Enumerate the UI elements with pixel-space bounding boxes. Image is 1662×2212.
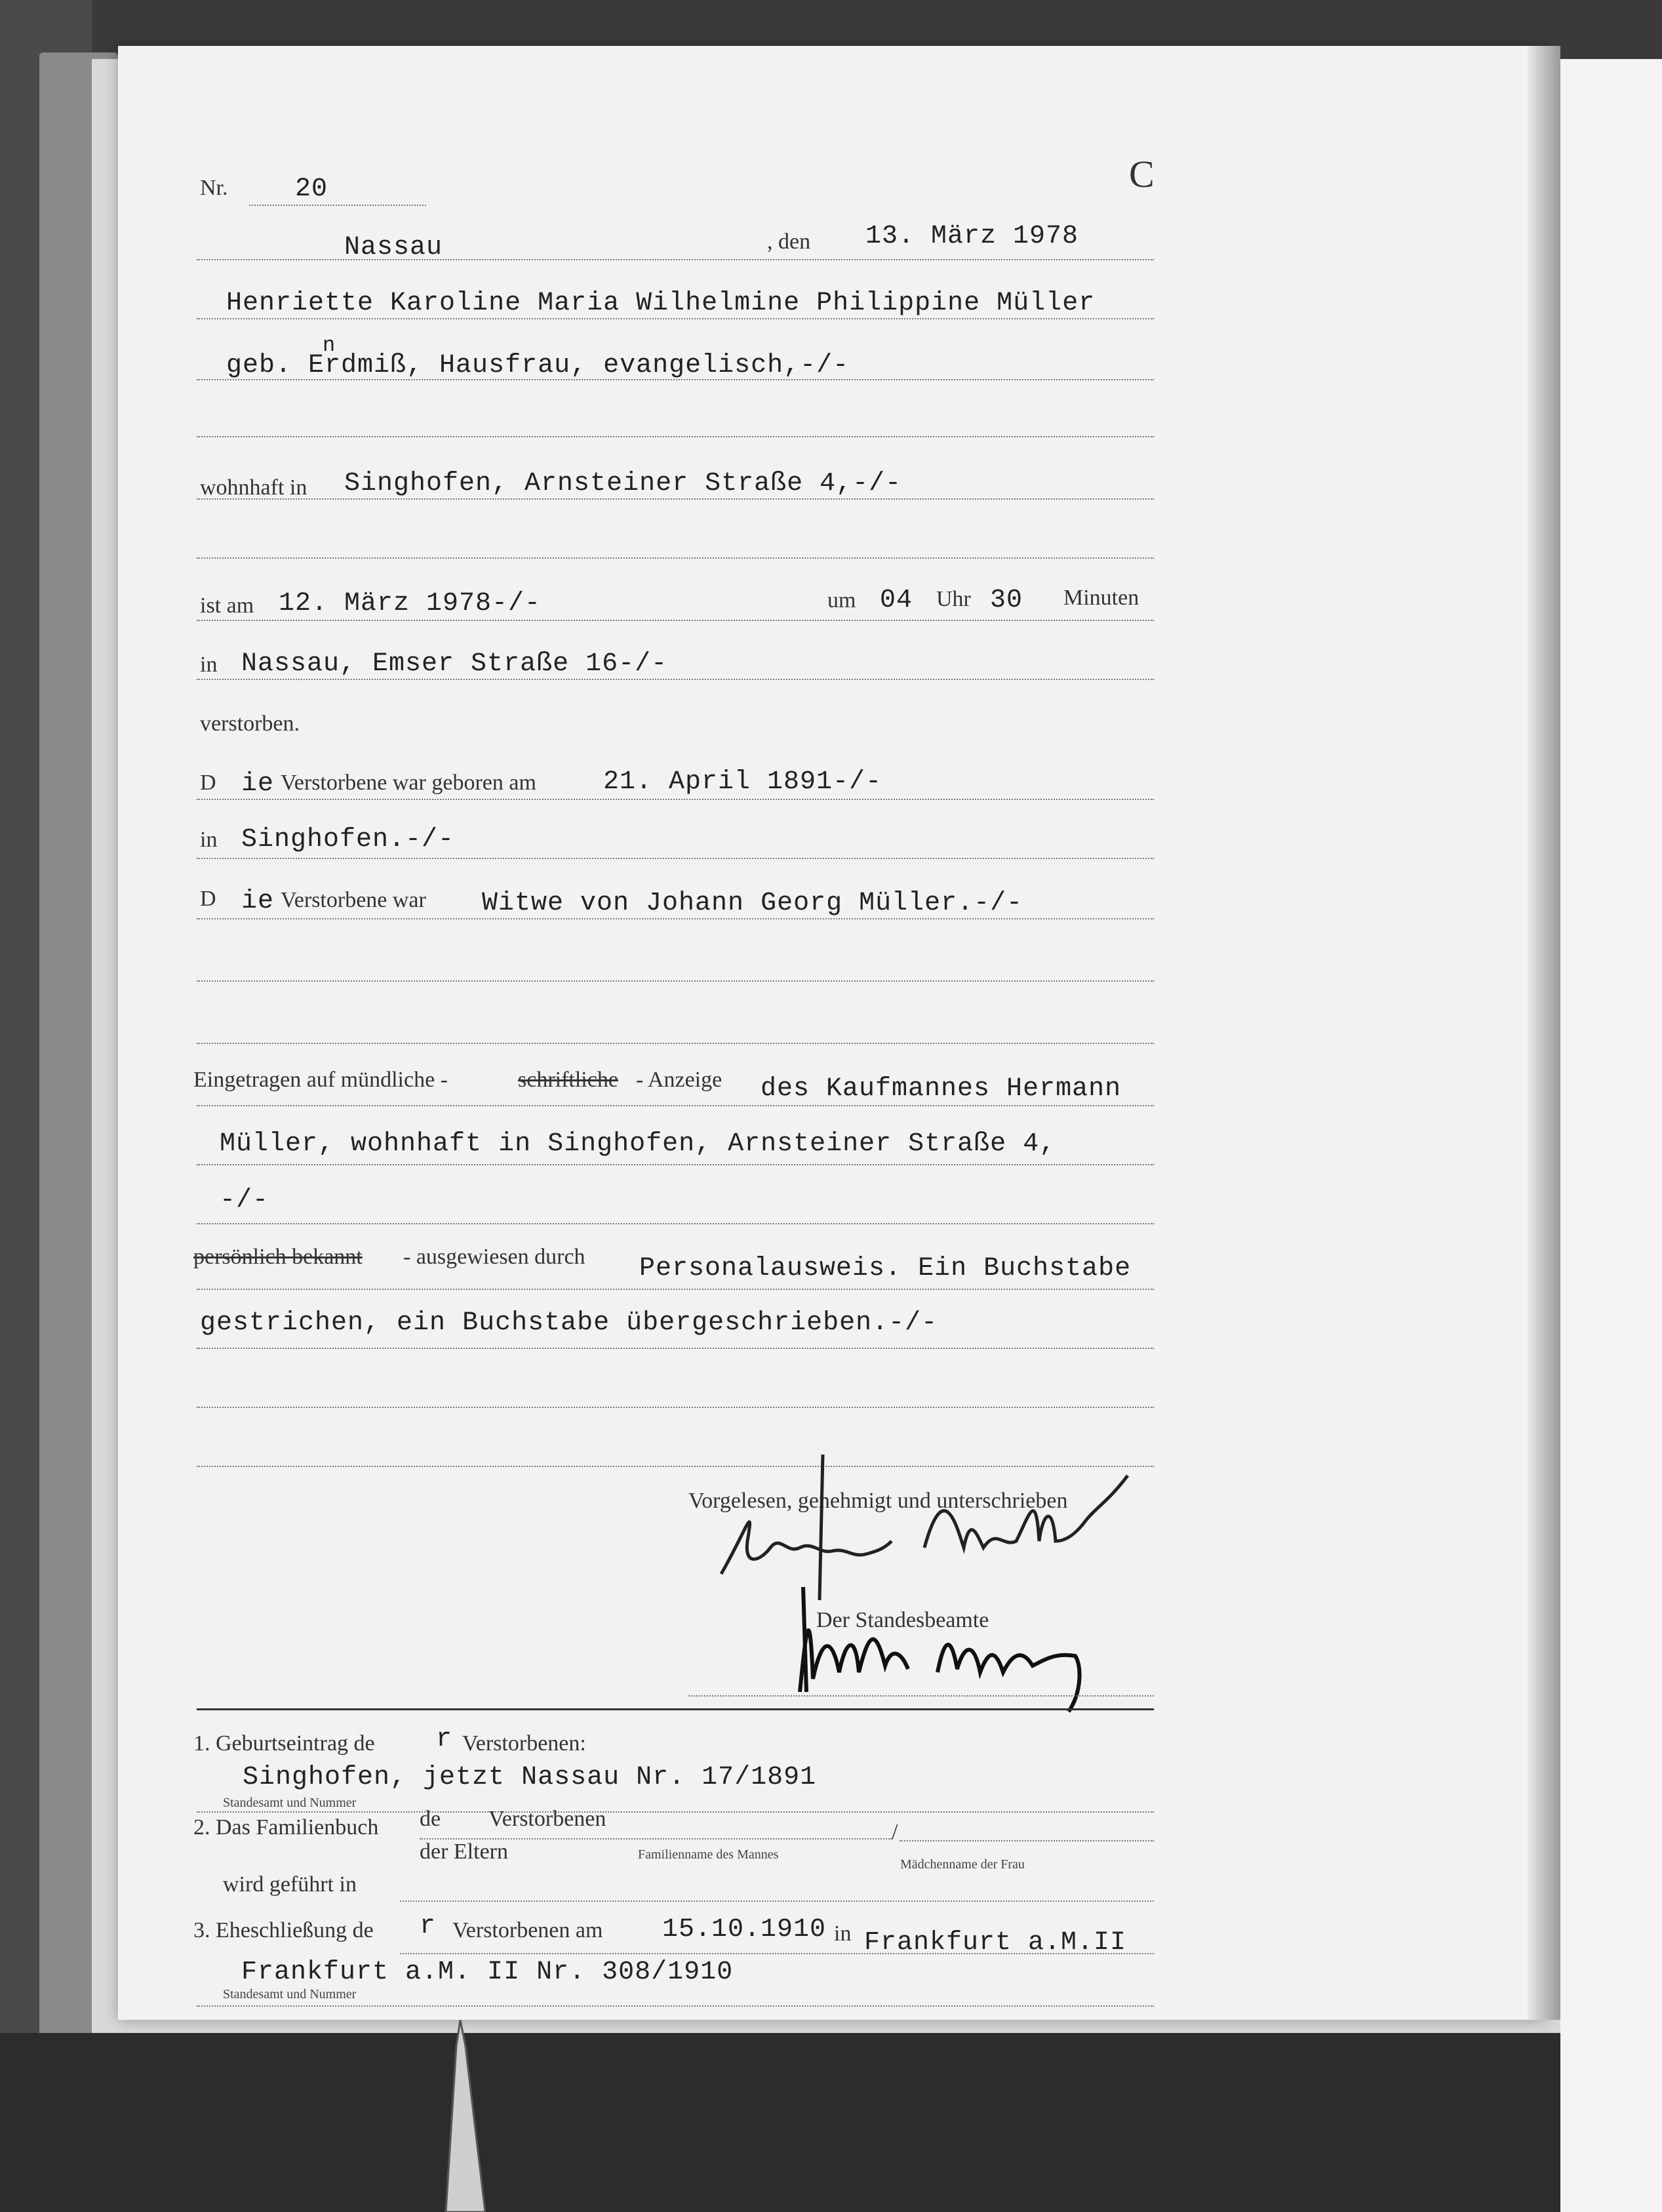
standesamt-label-2: Standesamt und Nummer xyxy=(223,1987,357,2001)
marital-war-label: Verstorbene war xyxy=(281,888,426,912)
note-3-in-label: in xyxy=(834,1921,852,1946)
birth-name-line xyxy=(197,379,1154,380)
birth-ie: ie xyxy=(241,769,275,799)
birth-name: geb. Erdmiß, Hausfrau, evangelisch,-/- xyxy=(226,351,850,380)
death-in-label: in xyxy=(200,653,218,677)
id-document-2: gestrichen, ein Buchstabe übergeschrieben.-/- xyxy=(200,1308,938,1338)
familienname-label: Familienname des Mannes xyxy=(638,1847,779,1862)
death-date-line xyxy=(197,620,1154,621)
name-line xyxy=(197,318,1154,319)
deceased-name: Henriette Karoline Maria Wilhelmine Philippine Müller xyxy=(226,289,1096,318)
standesamt-label: Standesamt und Nummer xyxy=(223,1796,357,1810)
informant-1: des Kaufmannes Hermann xyxy=(761,1074,1122,1104)
blank-line-2 xyxy=(197,557,1154,559)
registrar-signature xyxy=(787,1561,1154,1725)
note-2-de: de xyxy=(420,1807,441,1831)
wird-gefuehrt-label: wird geführt in xyxy=(223,1872,357,1897)
note-2-slash: / xyxy=(892,1820,898,1844)
marital-line xyxy=(197,918,1154,919)
residence-label: wohnhaft in xyxy=(200,475,307,500)
signature-line xyxy=(688,1695,1154,1697)
note-3-typed: r xyxy=(420,1912,437,1941)
ist-am-label: ist am xyxy=(200,593,254,618)
residence-line xyxy=(197,498,1154,500)
place: Nassau xyxy=(344,233,443,262)
bekannt-struck: persönlich bekannt xyxy=(193,1245,363,1269)
death-minute: 30 xyxy=(990,586,1023,615)
maedchenname-line xyxy=(900,1840,1154,1841)
place-line xyxy=(197,259,1154,260)
informant-line-2 xyxy=(197,1164,1154,1165)
ausgewiesen-label: - ausgewiesen durch xyxy=(403,1245,585,1269)
vorgelesen-label: Vorgelesen, genehmigt und unterschrieben xyxy=(688,1489,1068,1513)
marital-d-label: D xyxy=(200,887,216,911)
note-1-value: Singhofen, jetzt Nassau Nr. 17/1891 xyxy=(243,1763,817,1792)
den-label: , den xyxy=(767,230,811,254)
blank-line-1 xyxy=(197,436,1154,437)
nr-label: Nr. xyxy=(200,176,228,200)
informant-line-1 xyxy=(197,1105,1154,1106)
id-document-1: Personalausweis. Ein Buchstabe xyxy=(639,1254,1132,1283)
blank-line-3 xyxy=(197,980,1154,982)
minuten-label: Minuten xyxy=(1063,586,1139,610)
birth-in-label: in xyxy=(200,828,218,852)
register-letter: C xyxy=(1129,153,1155,195)
marital-status: Witwe von Johann Georg Müller.-/- xyxy=(482,889,1023,918)
note-3-value: Frankfurt a.M. II Nr. 308/1910 xyxy=(241,1958,734,1987)
nr-value: 20 xyxy=(295,174,328,204)
birth-place-line xyxy=(197,858,1154,859)
death-place-line xyxy=(197,679,1154,680)
document-date: 13. März 1978 xyxy=(865,222,1079,251)
marriage-place: Frankfurt a.M.II xyxy=(864,1928,1127,1958)
note-1-typed: r xyxy=(436,1725,453,1754)
id-line-1 xyxy=(197,1289,1154,1290)
geboren-label: Verstorbene war geboren am xyxy=(281,771,536,795)
marriage-date: 15.10.1910 xyxy=(662,1915,827,1944)
verstorben-label: verstorben. xyxy=(200,712,300,736)
note-3-line xyxy=(400,1953,1154,1954)
birth-date: 21. April 1891-/- xyxy=(603,767,882,797)
standesbeamte-label: Der Standesbeamte xyxy=(816,1608,989,1632)
note-1-label-b: Verstorbenen: xyxy=(462,1731,586,1756)
birth-d-label: D xyxy=(200,771,216,795)
anzeige-label: - Anzeige xyxy=(636,1068,722,1092)
note-3-label-b: Verstorbenen am xyxy=(452,1918,603,1942)
nr-line xyxy=(249,205,426,206)
book-gutter xyxy=(1528,46,1560,2020)
marital-ie: ie xyxy=(241,887,275,916)
wird-gefuehrt-line xyxy=(400,1900,1154,1902)
um-label: um xyxy=(827,588,856,613)
schriftliche-struck: schriftliche xyxy=(518,1068,618,1092)
blank-line-4 xyxy=(197,1043,1154,1044)
note-3-label: 3. Eheschließung de xyxy=(193,1918,374,1942)
uhr-label: Uhr xyxy=(936,587,971,611)
section-divider xyxy=(197,1708,1154,1710)
death-place: Nassau, Emser Straße 16-/- xyxy=(241,649,668,679)
informant-2: Müller, wohnhaft in Singhofen, Arnsteiner Straße 4, xyxy=(220,1129,1056,1159)
pen xyxy=(420,2020,498,2212)
informant-line-3 xyxy=(197,1223,1154,1224)
note-3-value-line xyxy=(197,2005,1154,2007)
note-2-label: 2. Das Familienbuch xyxy=(193,1815,379,1840)
birth-date-line xyxy=(197,799,1154,800)
birth-place: Singhofen.-/- xyxy=(241,825,455,855)
facing-page xyxy=(1560,59,1662,2212)
note-1-line xyxy=(197,1811,1154,1813)
maedchenname-label: Mädchenname der Frau xyxy=(900,1857,1025,1872)
correction-mark: n xyxy=(323,333,336,357)
desk-shadow xyxy=(0,2033,1560,2212)
note-1-label: 1. Geburtseintrag de xyxy=(193,1731,375,1756)
death-date: 12. März 1978-/- xyxy=(279,589,542,618)
death-hour: 04 xyxy=(880,586,913,615)
note-2-verstorbenen: Verstorbenen xyxy=(488,1807,606,1831)
eingetragen-label: Eingetragen auf mündliche - xyxy=(193,1068,448,1092)
id-line-2 xyxy=(197,1348,1154,1349)
note-2-eltern: der Eltern xyxy=(420,1840,508,1864)
residence: Singhofen, Arnsteiner Straße 4,-/- xyxy=(344,469,902,498)
blank-line-5 xyxy=(197,1407,1154,1408)
informant-3: -/- xyxy=(220,1186,269,1215)
